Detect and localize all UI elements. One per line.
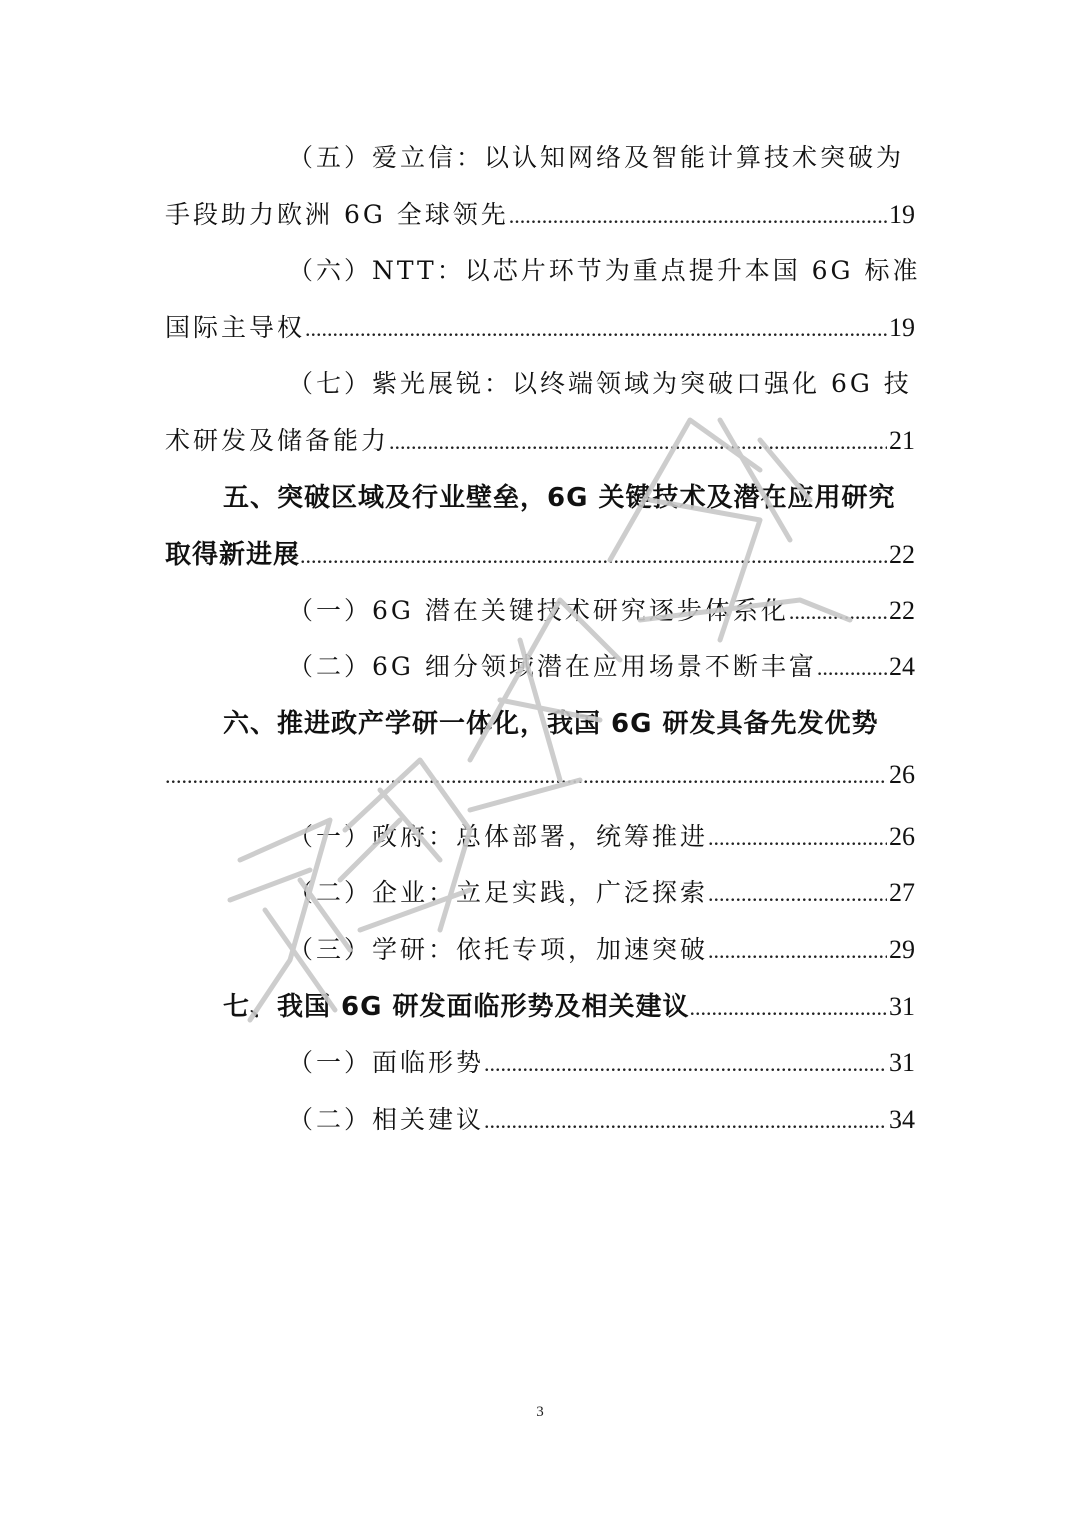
toc-entry-text: 手段助力欧洲 6G 全球领先 xyxy=(165,200,509,229)
page-number: 3 xyxy=(536,1404,544,1420)
toc-page-number: 21 xyxy=(889,426,915,455)
toc-page-number: 34 xyxy=(889,1105,915,1134)
toc-entry-text: 七、我国 6G 研发面临形势及相关建议 xyxy=(223,992,690,1022)
toc-page-number: 27 xyxy=(889,878,915,907)
toc-entry-text: （七）紫光展锐：以终端领域为突破口强化 6G 技 xyxy=(288,369,912,398)
toc-entry-text: （一）6G 潜在关键技术研究逐步体系化 xyxy=(288,596,789,625)
toc-page-number: 31 xyxy=(889,992,915,1021)
toc-entry-text: （一）政府：总体部署，统筹推进 xyxy=(288,822,709,851)
toc-entry-text: （三）学研：依托专项，加速突破 xyxy=(288,935,709,964)
toc-page-number: 26 xyxy=(889,822,915,851)
toc-page-number: 24 xyxy=(889,652,915,681)
toc-page-number: 19 xyxy=(889,313,915,342)
toc-page-number: 26 xyxy=(889,760,915,789)
toc-entry-text: 五、突破区域及行业壁垒，6G 关键技术及潜在应用研究 xyxy=(223,483,896,513)
toc-entry-text: （二）相关建议 xyxy=(288,1105,485,1134)
toc-entry-text: （一）面临形势 xyxy=(288,1048,485,1077)
toc-page-number: 29 xyxy=(889,935,915,964)
toc-entry-text: （二）6G 细分领域潜在应用场景不断丰富 xyxy=(288,652,817,681)
toc-entry-text: 六、推进政产学研一体化，我国 6G 研发具备先发优势 xyxy=(223,709,879,739)
toc-page-number: 19 xyxy=(889,200,915,229)
toc-entry-text: （五）爱立信：以认知网络及智能计算技术突破为 xyxy=(288,143,905,172)
toc-entry-text: （二）企业：立足实践，广泛探索 xyxy=(288,878,709,907)
toc-page-number: 22 xyxy=(889,596,915,625)
toc-entry-text: 取得新进展 xyxy=(165,540,301,570)
toc-entry-text: 国际主导权 xyxy=(165,313,306,342)
toc-page-number: 22 xyxy=(889,540,915,569)
toc-page-number: 31 xyxy=(889,1048,915,1077)
toc-entry-text: （六）NTT：以芯片环节为重点提升本国 6G 标准 xyxy=(288,256,921,285)
toc-entry-text: 术研发及储备能力 xyxy=(165,426,390,455)
